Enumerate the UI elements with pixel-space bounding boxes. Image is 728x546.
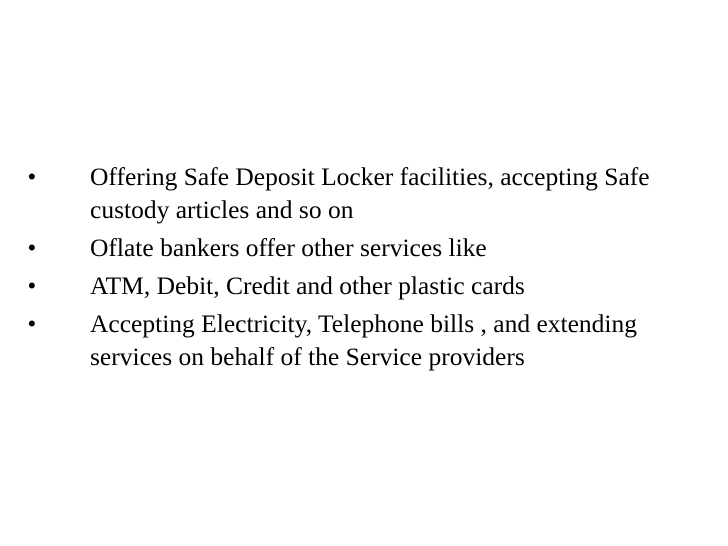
bullet-item: [28, 160, 688, 226]
bullet-text: ATM, Debit, Credit and other plastic cards: [90, 271, 525, 300]
bullet-item: [28, 269, 688, 302]
bullet-list: [28, 160, 688, 378]
bullet-text: Offering Safe Deposit Locker facilities, accepting Safe custody articles and so on: [90, 162, 650, 224]
bullet-icon: •: [28, 273, 36, 298]
bullet-text: Accepting Electricity, Telephone bills , and extending services on behalf of the Service providers: [90, 309, 638, 371]
bullet-icon: •: [28, 311, 36, 336]
bullet-item: [28, 307, 688, 373]
bullet-icon: •: [28, 164, 36, 189]
bullet-icon: •: [28, 235, 36, 260]
bullet-item: [28, 231, 688, 264]
bullet-text: Oflate bankers offer other services like: [90, 233, 487, 262]
